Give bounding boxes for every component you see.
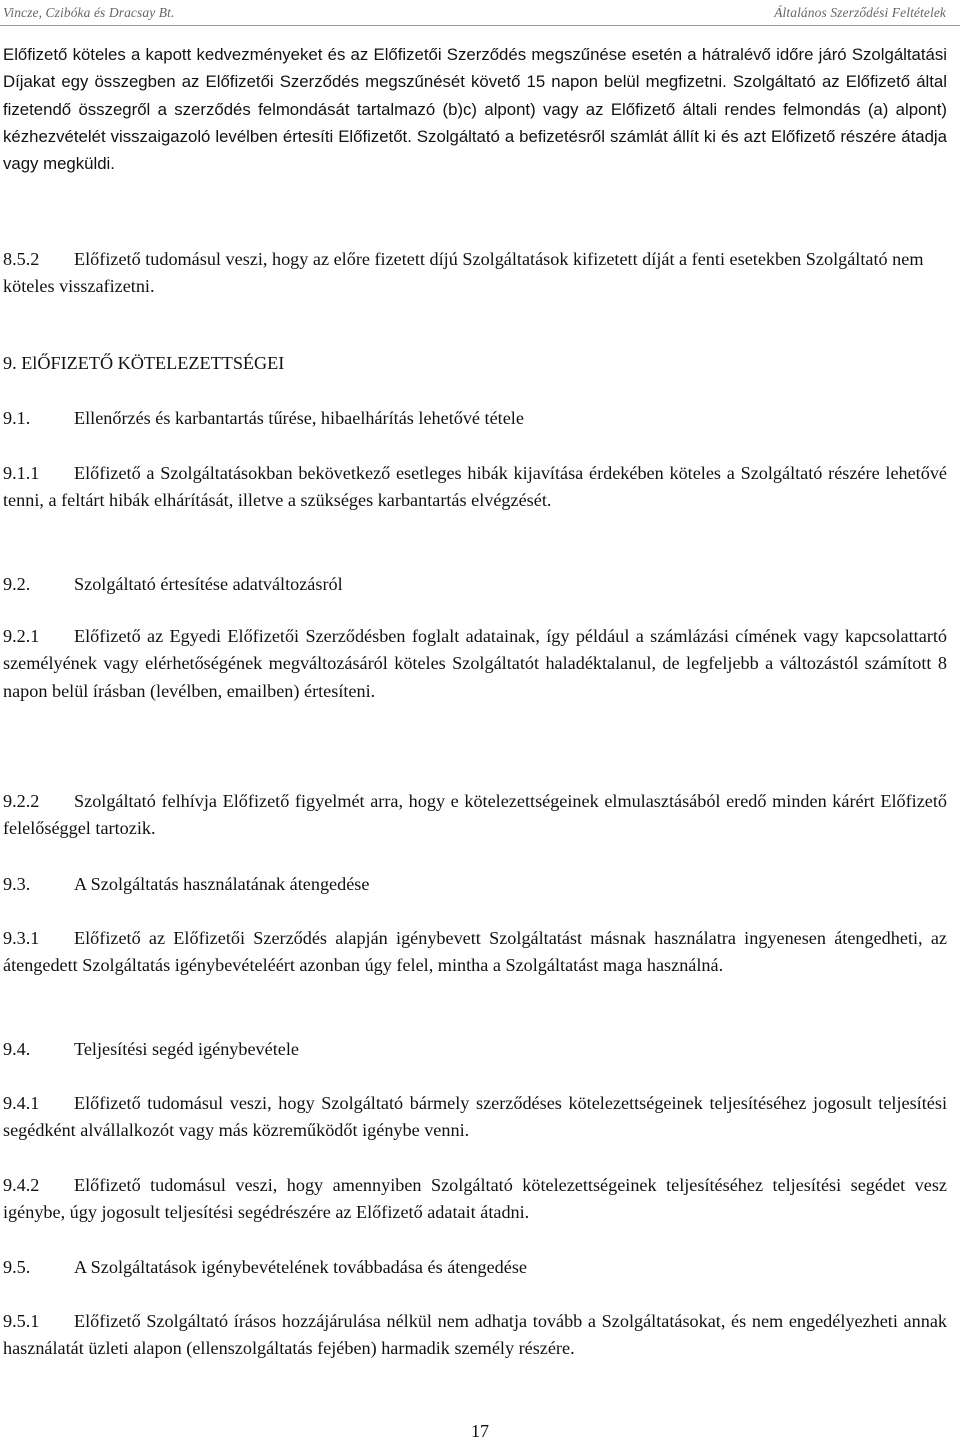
section-heading-9: 9. ElŐFIZETŐ KÖTELEZETTSÉGEI <box>3 353 285 373</box>
subsection-heading-9-3 <box>3 871 947 898</box>
page-number: 17 <box>471 1421 489 1441</box>
paragraph-number: 9.1.1 <box>3 463 40 483</box>
paragraph-text: Előfizető tudomásul veszi, hogy az előre fizetett díjú Szolgáltatások kifizetett díját a fenti esetekben Szolgáltató nem köteles visszafizetni. <box>3 249 924 297</box>
heading-text: A Szolgáltatások igénybevételének továbbadása és átengedése <box>74 1257 527 1277</box>
paragraph-text: Előfizető az Előfizetői Szerződés alapján igénybevett Szolgáltatást másnak használatra ingyenesen átengedheti, az átengedett Szolgáltatás igénybevételéért azonban úgy felel, mintha a Szolgáltatást maga használná. <box>3 928 947 976</box>
heading-number: 9.5. <box>3 1257 31 1277</box>
paragraph-number: 9.2.1 <box>3 626 40 646</box>
subsection-heading-9-5 <box>3 1254 947 1281</box>
paragraph-9-1-1 <box>3 460 947 515</box>
paragraph-9-3-1 <box>3 925 947 980</box>
heading-text: Ellenőrzés és karbantartás tűrése, hibaelhárítás lehetővé tétele <box>74 408 524 428</box>
paragraph-number: 9.2.2 <box>3 791 40 811</box>
paragraph-text: Előfizető az Egyedi Előfizetői Szerződésben foglalt adatainak, így például a számlázási címének vagy kapcsolattartó személyének vagy elérhetőségének megváltozásáról köteles Szolgáltatót haladéktalanul, de legfeljebb a változástól számított 8 napon belül írásban (levélben, emailben) értesíteni. <box>3 626 947 701</box>
heading-number: 9.3. <box>3 874 31 894</box>
paragraph-text: Előfizető tudomásul veszi, hogy amennyiben Szolgáltató kötelezettségeinek teljesítéséhez teljesítési segédet vesz igénybe, úgy jogosult teljesítési segédrészére az Előfizető adatait átadni. <box>3 1175 947 1223</box>
paragraph-text: Szolgáltató felhívja Előfizető figyelmét arra, hogy e kötelezettségeinek elmulasztásából eredő minden kárért Előfizető felelőséggel tartozik. <box>3 791 947 839</box>
paragraph-text: Előfizető a Szolgáltatásokban bekövetkező esetleges hibák kijavítása érdekében köteles a Szolgáltató részére lehetővé tenni, a feltárt hibák elhárítását, illetve a szükséges karbantartás elvégzését. <box>3 463 947 511</box>
paragraph-number: 9.3.1 <box>3 928 40 948</box>
paragraph-number: 8.5.2 <box>3 249 40 269</box>
paragraph-text: Előfizető tudomásul veszi, hogy Szolgáltató bármely szerződéses kötelezettségeinek teljesítéséhez jogosult teljesítési segédként alvállalkozót vagy más közreműködőt igénybe venni. <box>3 1093 947 1141</box>
subsection-heading-9-2 <box>3 571 947 598</box>
heading-number: 9.1. <box>3 408 31 428</box>
paragraph-text: Előfizető Szolgáltató írásos hozzájárulása nélkül nem adhatja tovább a Szolgáltatásokat, és nem engedélyezheti annak használatát üzleti alapon (ellenszolgáltatás fejében) harmadik személy részére. <box>3 1311 947 1359</box>
paragraph-number: 9.4.1 <box>3 1093 40 1113</box>
paragraph-9-5-1 <box>3 1308 947 1363</box>
subsection-heading-9-1 <box>3 405 947 432</box>
subsection-heading-9-4 <box>3 1036 947 1063</box>
paragraph-number: 9.5.1 <box>3 1311 40 1331</box>
heading-text: Szolgáltató értesítése adatváltozásról <box>74 574 343 594</box>
heading-text: A Szolgáltatás használatának átengedése <box>74 874 370 894</box>
paragraph-9-4-2 <box>3 1172 947 1227</box>
paragraph-intro: Előfizető köteles a kapott kedvezményeket és az Előfizetői Szerződés megszűnése esetén a hátralévő időre járó Szolgáltatási Díjakat egy összegben az Előfizetői Szerződés megszűnését követő 15 napon belül megfizetni. Szolgáltató az Előfizető által fizetendő összegről a szerződés felmondását tartalmazó (b)c) alpont) vagy az Előfizető általi rendes felmondás (a) alpont) kézhezvételét visszaigazoló levélben értesíti Előfizetőt. Szolgáltató a befizetésről számlát állít ki és azt Előfizető részére átadja vagy megküldi. <box>3 45 947 174</box>
heading-number: 9.2. <box>3 574 31 594</box>
header-rule <box>0 25 960 26</box>
header-title: Általános Szerződési Feltételek <box>774 5 946 20</box>
header-author: Vincze, Czibóka és Dracsay Bt. <box>3 5 175 20</box>
paragraph-9-2-2 <box>3 788 947 843</box>
paragraph-9-4-1 <box>3 1090 947 1145</box>
heading-number: 9.4. <box>3 1039 31 1059</box>
heading-text: Teljesítési segéd igénybevétele <box>74 1039 299 1059</box>
paragraph-number: 9.4.2 <box>3 1175 40 1195</box>
paragraph-8-5-2 <box>3 246 947 301</box>
paragraph-9-2-1 <box>3 623 947 705</box>
